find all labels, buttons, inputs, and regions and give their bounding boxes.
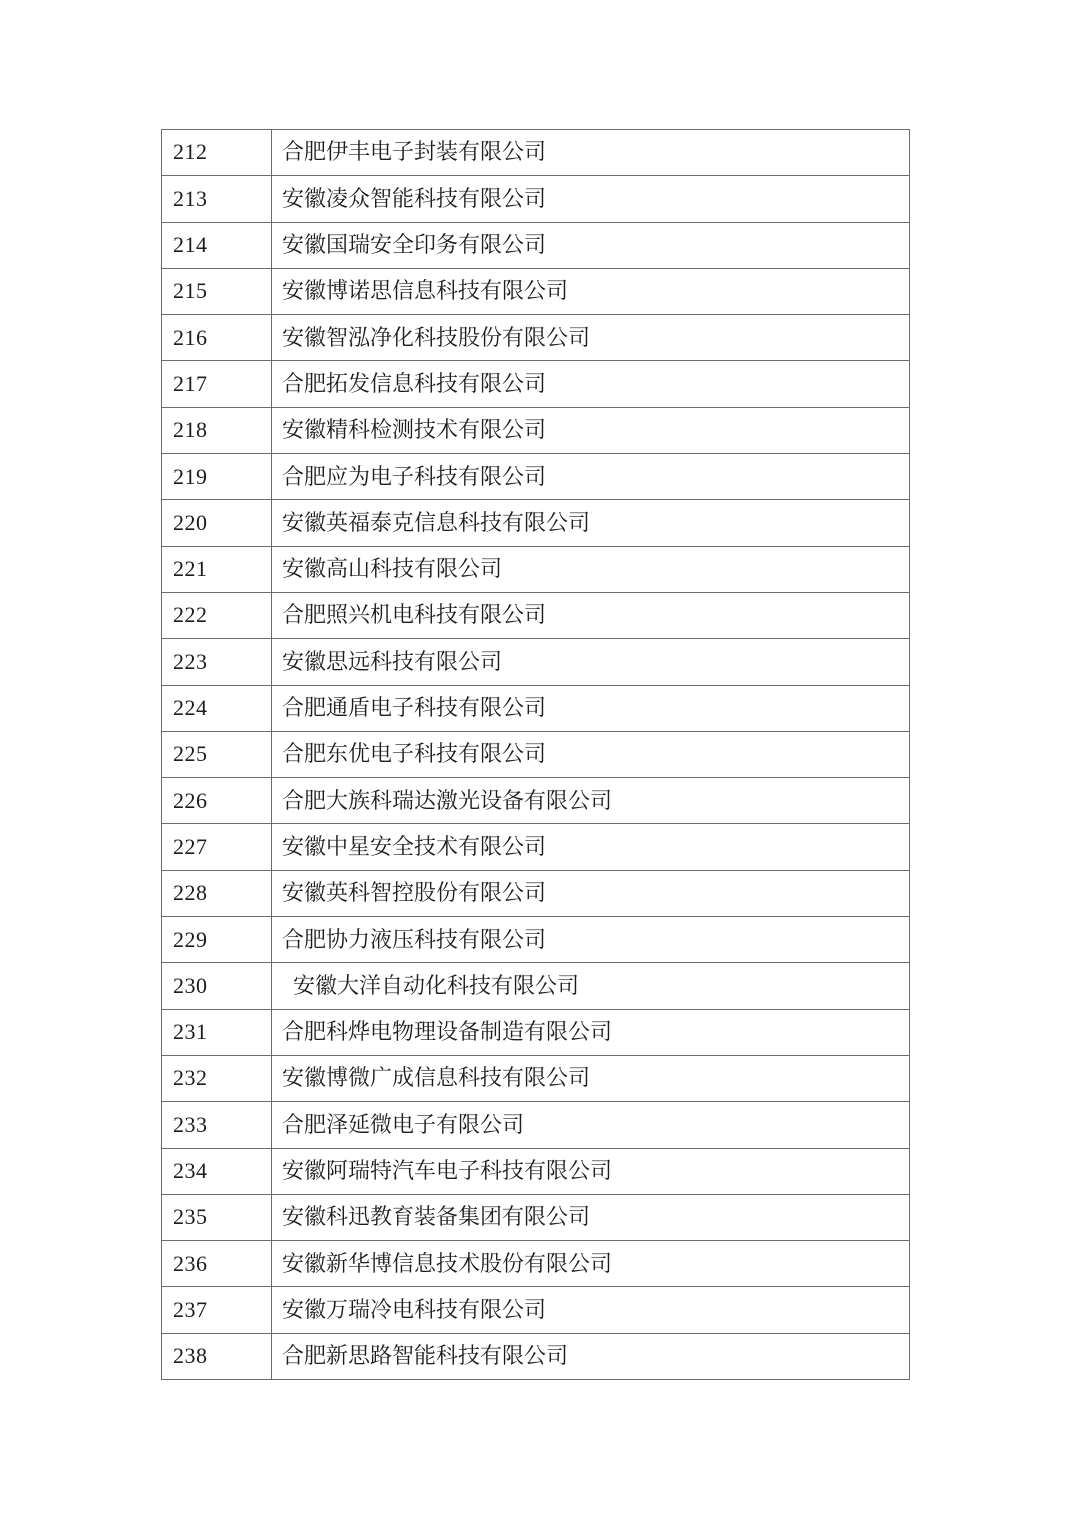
row-number: 223 xyxy=(162,639,272,685)
table-row xyxy=(162,917,910,963)
company-name: 安徽凌众智能科技有限公司 xyxy=(272,176,910,222)
row-number: 234 xyxy=(162,1148,272,1194)
row-number: 231 xyxy=(162,1009,272,1055)
table-row xyxy=(162,130,910,176)
row-number: 220 xyxy=(162,500,272,546)
row-number: 221 xyxy=(162,546,272,592)
table-row xyxy=(162,1241,910,1287)
table-row xyxy=(162,361,910,407)
company-table-body xyxy=(162,130,910,1380)
row-number: 236 xyxy=(162,1241,272,1287)
company-name: 安徽博微广成信息科技有限公司 xyxy=(272,1055,910,1101)
company-name: 安徽博诺思信息科技有限公司 xyxy=(272,268,910,314)
table-row xyxy=(162,500,910,546)
company-name: 合肥应为电子科技有限公司 xyxy=(272,454,910,500)
table-row xyxy=(162,1333,910,1379)
row-number: 219 xyxy=(162,454,272,500)
row-number: 233 xyxy=(162,1102,272,1148)
company-name: 合肥东优电子科技有限公司 xyxy=(272,731,910,777)
company-name: 合肥协力液压科技有限公司 xyxy=(272,917,910,963)
table-row xyxy=(162,315,910,361)
table-row xyxy=(162,870,910,916)
table-row xyxy=(162,1194,910,1240)
row-number: 226 xyxy=(162,778,272,824)
table-row xyxy=(162,592,910,638)
table-row xyxy=(162,454,910,500)
table-row xyxy=(162,778,910,824)
company-name: 安徽新华博信息技术股份有限公司 xyxy=(272,1241,910,1287)
table-row xyxy=(162,546,910,592)
table-row xyxy=(162,222,910,268)
row-number: 216 xyxy=(162,315,272,361)
table-row xyxy=(162,1287,910,1333)
company-name: 合肥泽延微电子有限公司 xyxy=(272,1102,910,1148)
table-row xyxy=(162,731,910,777)
table-row xyxy=(162,1148,910,1194)
row-number: 235 xyxy=(162,1194,272,1240)
row-number: 238 xyxy=(162,1333,272,1379)
company-name: 安徽高山科技有限公司 xyxy=(272,546,910,592)
table-row xyxy=(162,407,910,453)
row-number: 227 xyxy=(162,824,272,870)
company-name: 安徽中星安全技术有限公司 xyxy=(272,824,910,870)
company-name: 合肥大族科瑞达激光设备有限公司 xyxy=(272,778,910,824)
company-name: 安徽精科检测技术有限公司 xyxy=(272,407,910,453)
row-number: 222 xyxy=(162,592,272,638)
row-number: 225 xyxy=(162,731,272,777)
company-name: 安徽英科智控股份有限公司 xyxy=(272,870,910,916)
row-number: 213 xyxy=(162,176,272,222)
row-number: 214 xyxy=(162,222,272,268)
table-row xyxy=(162,963,910,1009)
row-number: 218 xyxy=(162,407,272,453)
row-number: 228 xyxy=(162,870,272,916)
table-row xyxy=(162,639,910,685)
company-name: 安徽阿瑞特汽车电子科技有限公司 xyxy=(272,1148,910,1194)
company-name: 安徽科迅教育装备集团有限公司 xyxy=(272,1194,910,1240)
table-row xyxy=(162,685,910,731)
company-name: 安徽智泓净化科技股份有限公司 xyxy=(272,315,910,361)
table-row xyxy=(162,1102,910,1148)
row-number: 230 xyxy=(162,963,272,1009)
company-name: 合肥照兴机电科技有限公司 xyxy=(272,592,910,638)
row-number: 217 xyxy=(162,361,272,407)
row-number: 229 xyxy=(162,917,272,963)
row-number: 215 xyxy=(162,268,272,314)
table-row xyxy=(162,824,910,870)
company-table xyxy=(161,129,910,1380)
row-number: 232 xyxy=(162,1055,272,1101)
company-name: 安徽万瑞冷电科技有限公司 xyxy=(272,1287,910,1333)
company-name: 合肥科烨电物理设备制造有限公司 xyxy=(272,1009,910,1055)
row-number: 212 xyxy=(162,130,272,176)
table-row xyxy=(162,1009,910,1055)
table-row xyxy=(162,176,910,222)
company-name: 安徽英福泰克信息科技有限公司 xyxy=(272,500,910,546)
company-name: 安徽国瑞安全印务有限公司 xyxy=(272,222,910,268)
company-name: 合肥伊丰电子封装有限公司 xyxy=(272,130,910,176)
row-number: 237 xyxy=(162,1287,272,1333)
company-name: 合肥拓发信息科技有限公司 xyxy=(272,361,910,407)
company-name: 安徽思远科技有限公司 xyxy=(272,639,910,685)
table-row xyxy=(162,1055,910,1101)
company-name: 合肥新思路智能科技有限公司 xyxy=(272,1333,910,1379)
company-name: 合肥通盾电子科技有限公司 xyxy=(272,685,910,731)
table-row xyxy=(162,268,910,314)
row-number: 224 xyxy=(162,685,272,731)
company-name: 安徽大洋自动化科技有限公司 xyxy=(272,963,910,1009)
